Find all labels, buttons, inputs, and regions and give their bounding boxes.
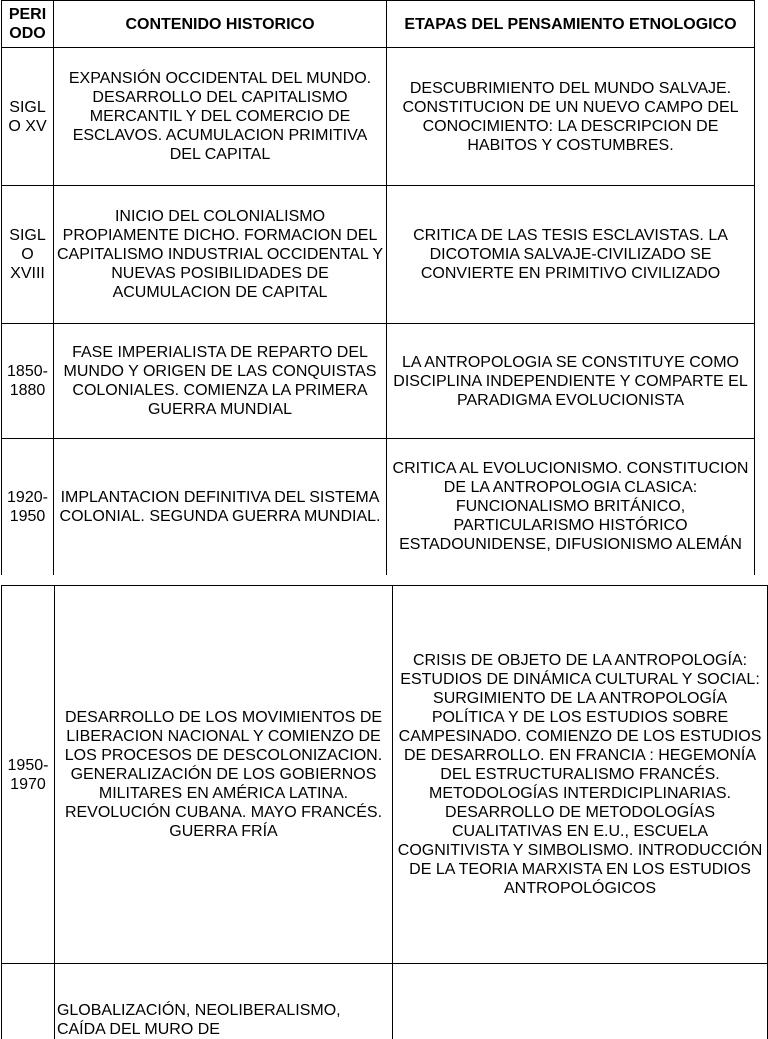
table-row — [2, 586, 768, 964]
row-etapas: CRITICA DE LAS TESIS ESCLAVISTAS. LA DICOTOMIA SALVAJE-CIVILIZADO SE CONVIERTE EN PRIMITIVO CIVILIZADO — [387, 186, 755, 324]
row-contenido: GLOBALIZACIÓN, NEOLIBERALISMO, CAÍDA DEL MURO DE — [54, 964, 392, 1039]
table-row — [2, 324, 755, 439]
row-etapas: CRISIS DE OBJETO DE LA ANTROPOLOGÍA: ESTUDIOS DE DINÁMICA CULTURAL Y SOCIAL: SURGIMIENTO DE LA ANTROPOLOGÍA POLÍTICA Y DE LOS ESTUDIOS SOBRE CAMPESINADO. COMIENZO DE LOS ESTUDIOS DE DESARROLLO. EN FRANCIA : HEGEMONÍA DEL ESTRUCTURALISMO FRANCÉS. METODOLOGÍAS INTERDICIPLINARIAS. DESARROLLO DE METODOLOGÍAS CUALITATIVAS EN E.U., ESCUELA COGNITIVISTA Y SIMBOLISMO. INTRODUCCIÓN DE LA TEORIA MARXISTA EN LOS ESTUDIOS ANTROPOLÓGICOS — [393, 586, 768, 964]
row-periodo: 1850-1880 — [2, 324, 54, 439]
table-row — [2, 964, 768, 1039]
header-etapas: ETAPAS DEL PENSAMIENTO ETNOLOGICO — [387, 1, 755, 48]
row-etapas — [393, 964, 768, 1039]
row-contenido: FASE IMPERIALISTA DE REPARTO DEL MUNDO Y ORIGEN DE LAS CONQUISTAS COLONIALES. COMIENZA LA PRIMERA GUERRA MUNDIAL — [54, 324, 387, 439]
table-row — [2, 439, 755, 575]
row-etapas: LA ANTROPOLOGIA SE CONSTITUYE COMO DISCIPLINA INDEPENDIENTE Y COMPARTE EL PARADIGMA EVOLUCIONISTA — [387, 324, 755, 439]
header-row — [2, 1, 755, 48]
row-periodo: SIGL O XV — [2, 48, 54, 186]
history-table-page-2 — [1, 585, 768, 1039]
row-contenido: INICIO DEL COLONIALISMO PROPIAMENTE DICHO. FORMACION DEL CAPITALISMO INDUSTRIAL OCCIDENTAL Y NUEVAS POSIBILIDADES DE ACUMULACION DE CAPITAL — [54, 186, 387, 324]
row-periodo — [2, 964, 55, 1039]
row-periodo: 1920-1950 — [2, 439, 54, 575]
header-contenido: CONTENIDO HISTORICO — [54, 1, 387, 48]
history-table-page-1 — [1, 0, 755, 575]
table-row — [2, 186, 755, 324]
row-contenido: EXPANSIÓN OCCIDENTAL DEL MUNDO. DESARROLLO DEL CAPITALISMO MERCANTIL Y DEL COMERCIO DE ESCLAVOS. ACUMULACION PRIMITIVA DEL CAPITAL — [54, 48, 387, 186]
row-periodo: 1950-1970 — [2, 586, 55, 964]
row-etapas: CRITICA AL EVOLUCIONISMO. CONSTITUCION DE LA ANTROPOLOGIA CLASICA: FUNCIONALISMO BRITÁNICO, PARTICULARISMO HISTÓRICO ESTADOUNIDENSE, DIFUSIONISMO ALEMÁN — [387, 439, 755, 575]
row-contenido: IMPLANTACION DEFINITIVA DEL SISTEMA COLONIAL. SEGUNDA GUERRA MUNDIAL. — [54, 439, 387, 575]
header-periodo: PERI ODO — [2, 1, 54, 48]
row-etapas: DESCUBRIMIENTO DEL MUNDO SALVAJE. CONSTITUCION DE UN NUEVO CAMPO DEL CONOCIMIENTO: LA DESCRIPCION DE HABITOS Y COSTUMBRES. — [387, 48, 755, 186]
table-row — [2, 48, 755, 186]
row-periodo: SIGL O XVIII — [2, 186, 54, 324]
row-contenido: DESARROLLO DE LOS MOVIMIENTOS DE LIBERACION NACIONAL Y COMIENZO DE LOS PROCESOS DE DESCOLONIZACION. GENERALIZACIÓN DE LOS GOBIERNOS MILITARES EN AMÉRICA LATINA. REVOLUCIÓN CUBANA. MAYO FRANCÉS. GUERRA FRÍA — [54, 586, 392, 964]
